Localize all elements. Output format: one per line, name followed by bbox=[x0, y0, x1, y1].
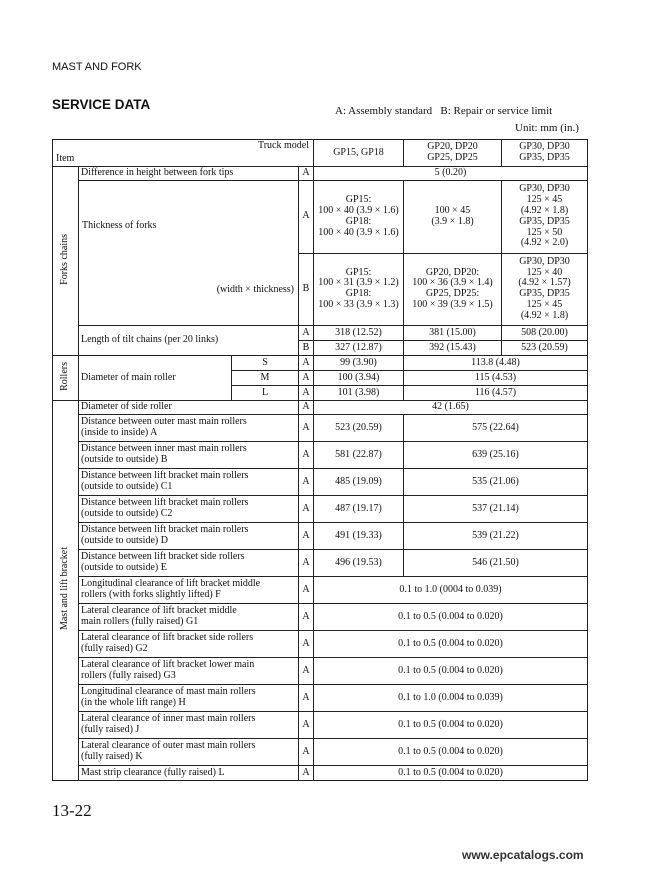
table-row bbox=[53, 577, 588, 604]
table-header-row bbox=[53, 140, 588, 167]
cell-value: 116 (4.57) bbox=[404, 386, 588, 401]
cell-value: GP30, DP30 125 × 40 (4.92 × 1.57) GP35, DP35 125 × 45 (4.92 × 1.8) bbox=[502, 253, 588, 326]
roller-size: S bbox=[232, 356, 299, 371]
cell-value: 491 (19.33) bbox=[314, 523, 404, 550]
table-row bbox=[53, 550, 588, 577]
cell-value: 0.1 to 0.5 (0.004 to 0.020) bbox=[314, 658, 588, 685]
row-label: Diameter of main roller bbox=[79, 356, 232, 401]
std-code: A bbox=[299, 685, 314, 712]
row-label: Thickness of forks bbox=[82, 220, 157, 231]
cell-value: GP20, DP20: 100 × 36 (3.9 × 1.4) GP25, DP25: 100 × 39 (3.9 × 1.5) bbox=[404, 253, 502, 326]
table-row bbox=[53, 442, 588, 469]
std-code: A bbox=[299, 712, 314, 739]
col-header-gp30-l1: GP30, DP30 bbox=[519, 141, 570, 153]
cell-value: 0.1 to 0.5 (0.004 to 0.020) bbox=[314, 712, 588, 739]
group-label-rollers: Rollers bbox=[53, 356, 79, 401]
cell-value: 0.1 to 1.0 (0.004 to 0.039) bbox=[314, 685, 588, 712]
table-row bbox=[53, 658, 588, 685]
cell-value: 0.1 to 0.5 (0.004 to 0.020) bbox=[314, 631, 588, 658]
col-header-gp20-l2: GP25, DP25 bbox=[427, 152, 478, 163]
cell-value: 113.8 (4.48) bbox=[404, 356, 588, 371]
roller-size: L bbox=[232, 386, 299, 401]
legend-text: A: Assembly standard B: Repair or service limit bbox=[335, 105, 553, 117]
watermark-text: www.epcatalogs.com bbox=[462, 848, 584, 862]
row-label: Lateral clearance of lift bracket side rollers (fully raised) G2 bbox=[79, 631, 299, 658]
cell-value: 523 (20.59) bbox=[314, 415, 404, 442]
table-row bbox=[53, 496, 588, 523]
table-row bbox=[53, 469, 588, 496]
std-code: A bbox=[299, 604, 314, 631]
std-code: A bbox=[299, 356, 314, 371]
cell-value: 115 (4.53) bbox=[404, 371, 588, 386]
cell-value: 575 (22.64) bbox=[404, 415, 588, 442]
cell-value: 318 (12.52) bbox=[314, 326, 404, 341]
row-label: Lateral clearance of inner mast main rollers (fully raised) J bbox=[79, 712, 299, 739]
roller-size: M bbox=[232, 371, 299, 386]
cell-value: 485 (19.09) bbox=[314, 469, 404, 496]
group-label-mast: Mast and lift bracket bbox=[53, 401, 79, 781]
col-header-gp30 bbox=[502, 140, 588, 167]
std-code: A bbox=[299, 766, 314, 781]
cell-value: 100 × 45 (3.9 × 1.8) bbox=[404, 181, 502, 254]
table-row bbox=[53, 631, 588, 658]
std-code: A bbox=[299, 326, 314, 341]
cell-value: 539 (21.22) bbox=[404, 523, 588, 550]
cell-value: 101 (3.98) bbox=[314, 386, 404, 401]
cell-value: 42 (1.65) bbox=[314, 401, 588, 415]
row-label: Mast strip clearance (fully raised) L bbox=[79, 766, 299, 781]
row-label: Distance between inner mast main rollers (outside to outside) B bbox=[79, 442, 299, 469]
table-row bbox=[53, 604, 588, 631]
cell-value: 535 (21.06) bbox=[404, 469, 588, 496]
row-label: Distance between outer mast main rollers (inside to inside) A bbox=[79, 415, 299, 442]
cell-value: 392 (15.43) bbox=[404, 341, 502, 356]
table-row bbox=[53, 401, 588, 415]
cell-value: 327 (12.87) bbox=[314, 341, 404, 356]
std-code: B bbox=[299, 253, 314, 326]
table-row bbox=[53, 167, 588, 181]
col-header-gp20 bbox=[404, 140, 502, 167]
cell-value: 5 (0.20) bbox=[314, 167, 588, 181]
cell-value: 487 (19.17) bbox=[314, 496, 404, 523]
std-code: A bbox=[299, 631, 314, 658]
table-row bbox=[53, 326, 588, 341]
row-sublabel: (width × thickness) bbox=[216, 284, 294, 295]
std-code: A bbox=[299, 401, 314, 415]
cell-value: 546 (21.50) bbox=[404, 550, 588, 577]
std-code: A bbox=[299, 550, 314, 577]
col-header-gp15: GP15, GP18 bbox=[314, 140, 404, 167]
cell-value: 381 (15.00) bbox=[404, 326, 502, 341]
std-code: A bbox=[299, 658, 314, 685]
fork-thickness-label-cell bbox=[79, 181, 299, 326]
table-row bbox=[53, 415, 588, 442]
table-row bbox=[53, 523, 588, 550]
unit-text: Unit: mm (in.) bbox=[515, 122, 579, 134]
col-header-gp20-l1: GP20, DP20 bbox=[427, 141, 478, 153]
std-code: A bbox=[299, 577, 314, 604]
table-row bbox=[53, 181, 588, 254]
cell-value: 0.1 to 1.0 (0004 to 0.039) bbox=[314, 577, 588, 604]
cell-value: 537 (21.14) bbox=[404, 496, 588, 523]
cell-value: 99 (3.90) bbox=[314, 356, 404, 371]
cell-value: 0.1 to 0.5 (0.004 to 0.020) bbox=[314, 766, 588, 781]
section-heading: MAST AND FORK bbox=[52, 61, 142, 73]
row-label: Distance between lift bracket main rollers (outside to outside) C1 bbox=[79, 469, 299, 496]
group-label-forks: Forks chains bbox=[53, 167, 79, 356]
cell-value: 508 (20.00) bbox=[502, 326, 588, 341]
row-label: Diameter of side roller bbox=[79, 401, 299, 415]
table-row bbox=[53, 685, 588, 712]
cell-value: GP15: 100 × 31 (3.9 × 1.2) GP18: 100 × 33 (3.9 × 1.3) bbox=[314, 253, 404, 326]
header-diagonal-cell bbox=[53, 140, 314, 167]
row-label: Distance between lift bracket main rollers (outside to outside) C2 bbox=[79, 496, 299, 523]
item-label: Item bbox=[56, 153, 75, 165]
row-label: Difference in height between fork tips bbox=[79, 167, 299, 181]
row-label: Lateral clearance of outer mast main rollers (fully raised) K bbox=[79, 739, 299, 766]
service-data-table bbox=[52, 139, 588, 781]
cell-value: 0.1 to 0.5 (0.004 to 0.020) bbox=[314, 739, 588, 766]
row-label: Lateral clearance of lift bracket lower main rollers (fully raised) G3 bbox=[79, 658, 299, 685]
cell-value: GP30, DP30 125 × 45 (4.92 × 1.8) GP35, DP35 125 × 50 (4.92 × 2.0) bbox=[502, 181, 588, 254]
row-label: Length of tilt chains (per 20 links) bbox=[79, 326, 299, 356]
cell-value: 496 (19.53) bbox=[314, 550, 404, 577]
cell-value: GP15: 100 × 40 (3.9 × 1.6) GP18: 100 × 40 (3.9 × 1.6) bbox=[314, 181, 404, 254]
std-code: A bbox=[299, 496, 314, 523]
table-row bbox=[53, 712, 588, 739]
cell-value: 581 (22.87) bbox=[314, 442, 404, 469]
row-label: Distance between lift bracket side rollers (outside to outside) E bbox=[79, 550, 299, 577]
std-code: A bbox=[299, 386, 314, 401]
std-code: A bbox=[299, 469, 314, 496]
row-label: Distance between lift bracket main rollers (outside to outside) D bbox=[79, 523, 299, 550]
page-number: 13-22 bbox=[52, 801, 92, 820]
cell-value: 0.1 to 0.5 (0.004 to 0.020) bbox=[314, 604, 588, 631]
std-code: A bbox=[299, 739, 314, 766]
cell-value: 100 (3.94) bbox=[314, 371, 404, 386]
table-row bbox=[53, 356, 588, 371]
col-header-gp30-l2: GP35, DP35 bbox=[519, 152, 570, 163]
row-label: Longitudinal clearance of mast main rollers (in the whole lift range) H bbox=[79, 685, 299, 712]
std-code: A bbox=[299, 167, 314, 181]
row-label: Lateral clearance of lift bracket middle main rollers (fully raised) G1 bbox=[79, 604, 299, 631]
table-row bbox=[53, 739, 588, 766]
truck-model-label: Truck model bbox=[257, 140, 309, 151]
std-code: A bbox=[299, 181, 314, 254]
std-code: A bbox=[299, 415, 314, 442]
cell-value: 523 (20.59) bbox=[502, 341, 588, 356]
std-code: A bbox=[299, 442, 314, 469]
std-code: A bbox=[299, 523, 314, 550]
page-title: SERVICE DATA bbox=[52, 97, 151, 112]
std-code: B bbox=[299, 341, 314, 356]
cell-value: 639 (25.16) bbox=[404, 442, 588, 469]
table-row bbox=[53, 766, 588, 781]
row-label: Longitudinal clearance of lift bracket middle rollers (with forks slightly lifted) F bbox=[79, 577, 299, 604]
std-code: A bbox=[299, 371, 314, 386]
